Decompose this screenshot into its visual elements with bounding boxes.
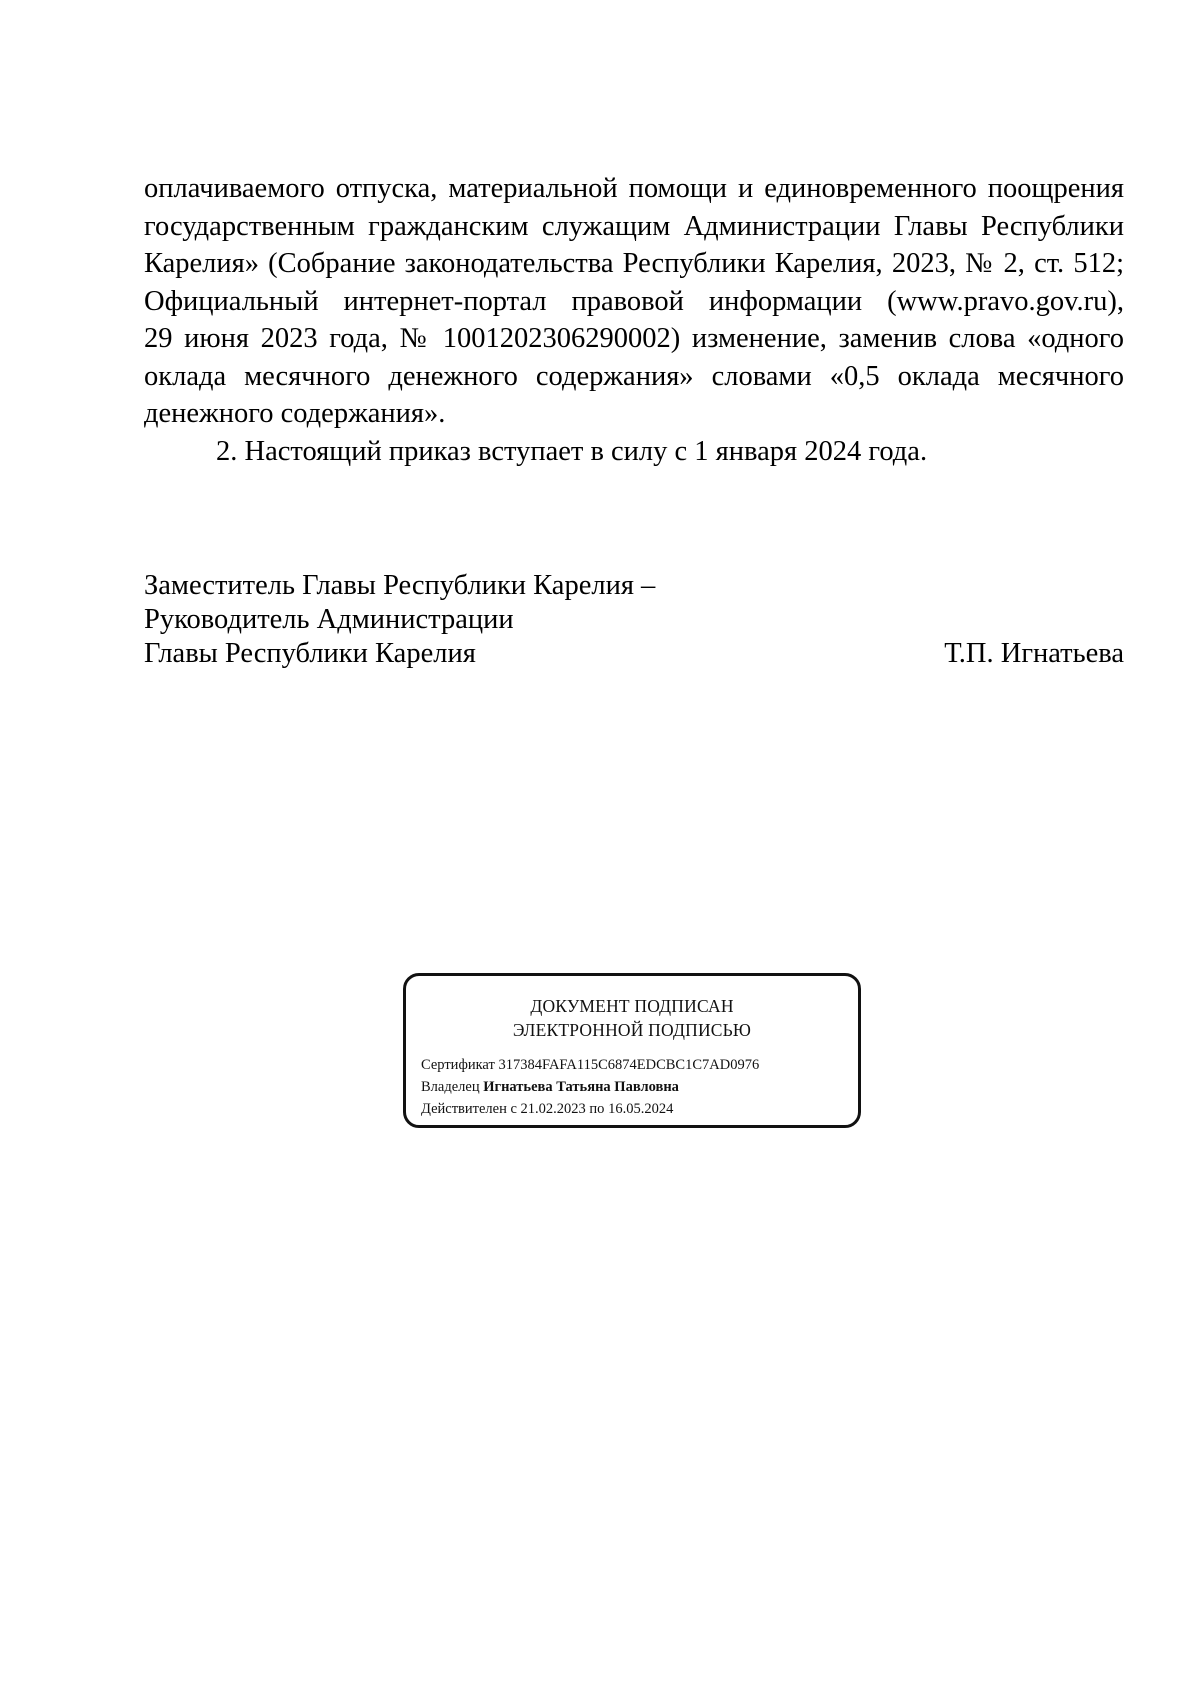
valid-from: 21.02.2023 [520,1101,586,1117]
signer-position-line: Главы Республики Карелия [144,638,476,669]
valid-to: 16.05.2024 [608,1101,674,1117]
signature-block [144,569,1124,671]
paragraph-1-line: Карелия» (Собрание законодательства Республики Карелия, 2023, № 2, ст. 512; [144,248,1124,279]
paragraph-1-line: оклада месячного денежного содержания» словами «0,5 оклада месячного [144,360,1124,392]
owner-label: Владелец [421,1079,480,1095]
stamp-header [406,994,858,1042]
certificate-label: Сертификат [421,1057,495,1073]
paragraph-1-line: 29 июня 2023 года, № 1001202306290002) изменение, заменив слова «одного [144,323,1124,354]
document-body [144,170,1124,470]
signer-position-line: Руководитель Администрации [144,604,514,635]
stamp-header-line: ЭЛЕКТРОННОЙ ПОДПИСЬЮ [512,1020,752,1040]
signer-position-line: Заместитель Главы Республики Карелия – [144,570,656,601]
paragraph-1-line: оплачиваемого отпуска, материальной помощи и единовременного поощрения [144,173,1124,204]
paragraph-1-line: государственным гражданским служащим Администрации Главы Республики [144,210,1124,242]
signer-name: Т.П. Игнатьева [944,638,1124,669]
stamp-owner-row [421,1076,759,1098]
certificate-value: 317384FAFA115C6874EDCBC1C7AD0976 [498,1057,760,1073]
stamp-header-line: ДОКУМЕНТ ПОДПИСАН [530,996,734,1016]
paragraph-2: 2. Настоящий приказ вступает в силу с 1 января 2024 года. [216,435,928,467]
stamp-validity-row [421,1098,759,1120]
electronic-signature-stamp [403,973,861,1128]
paragraph-1-line: денежного содержания». [144,398,446,429]
paragraph-1-line: Официальный интернет-портал правовой информации (www.pravo.gov.ru), [144,285,1124,317]
stamp-certificate-row [421,1054,759,1076]
stamp-details [421,1054,759,1120]
owner-value: Игнатьева Татьяна Павловна [483,1079,679,1095]
valid-to-label: по [589,1101,605,1117]
valid-label: Действителен с [421,1101,517,1117]
